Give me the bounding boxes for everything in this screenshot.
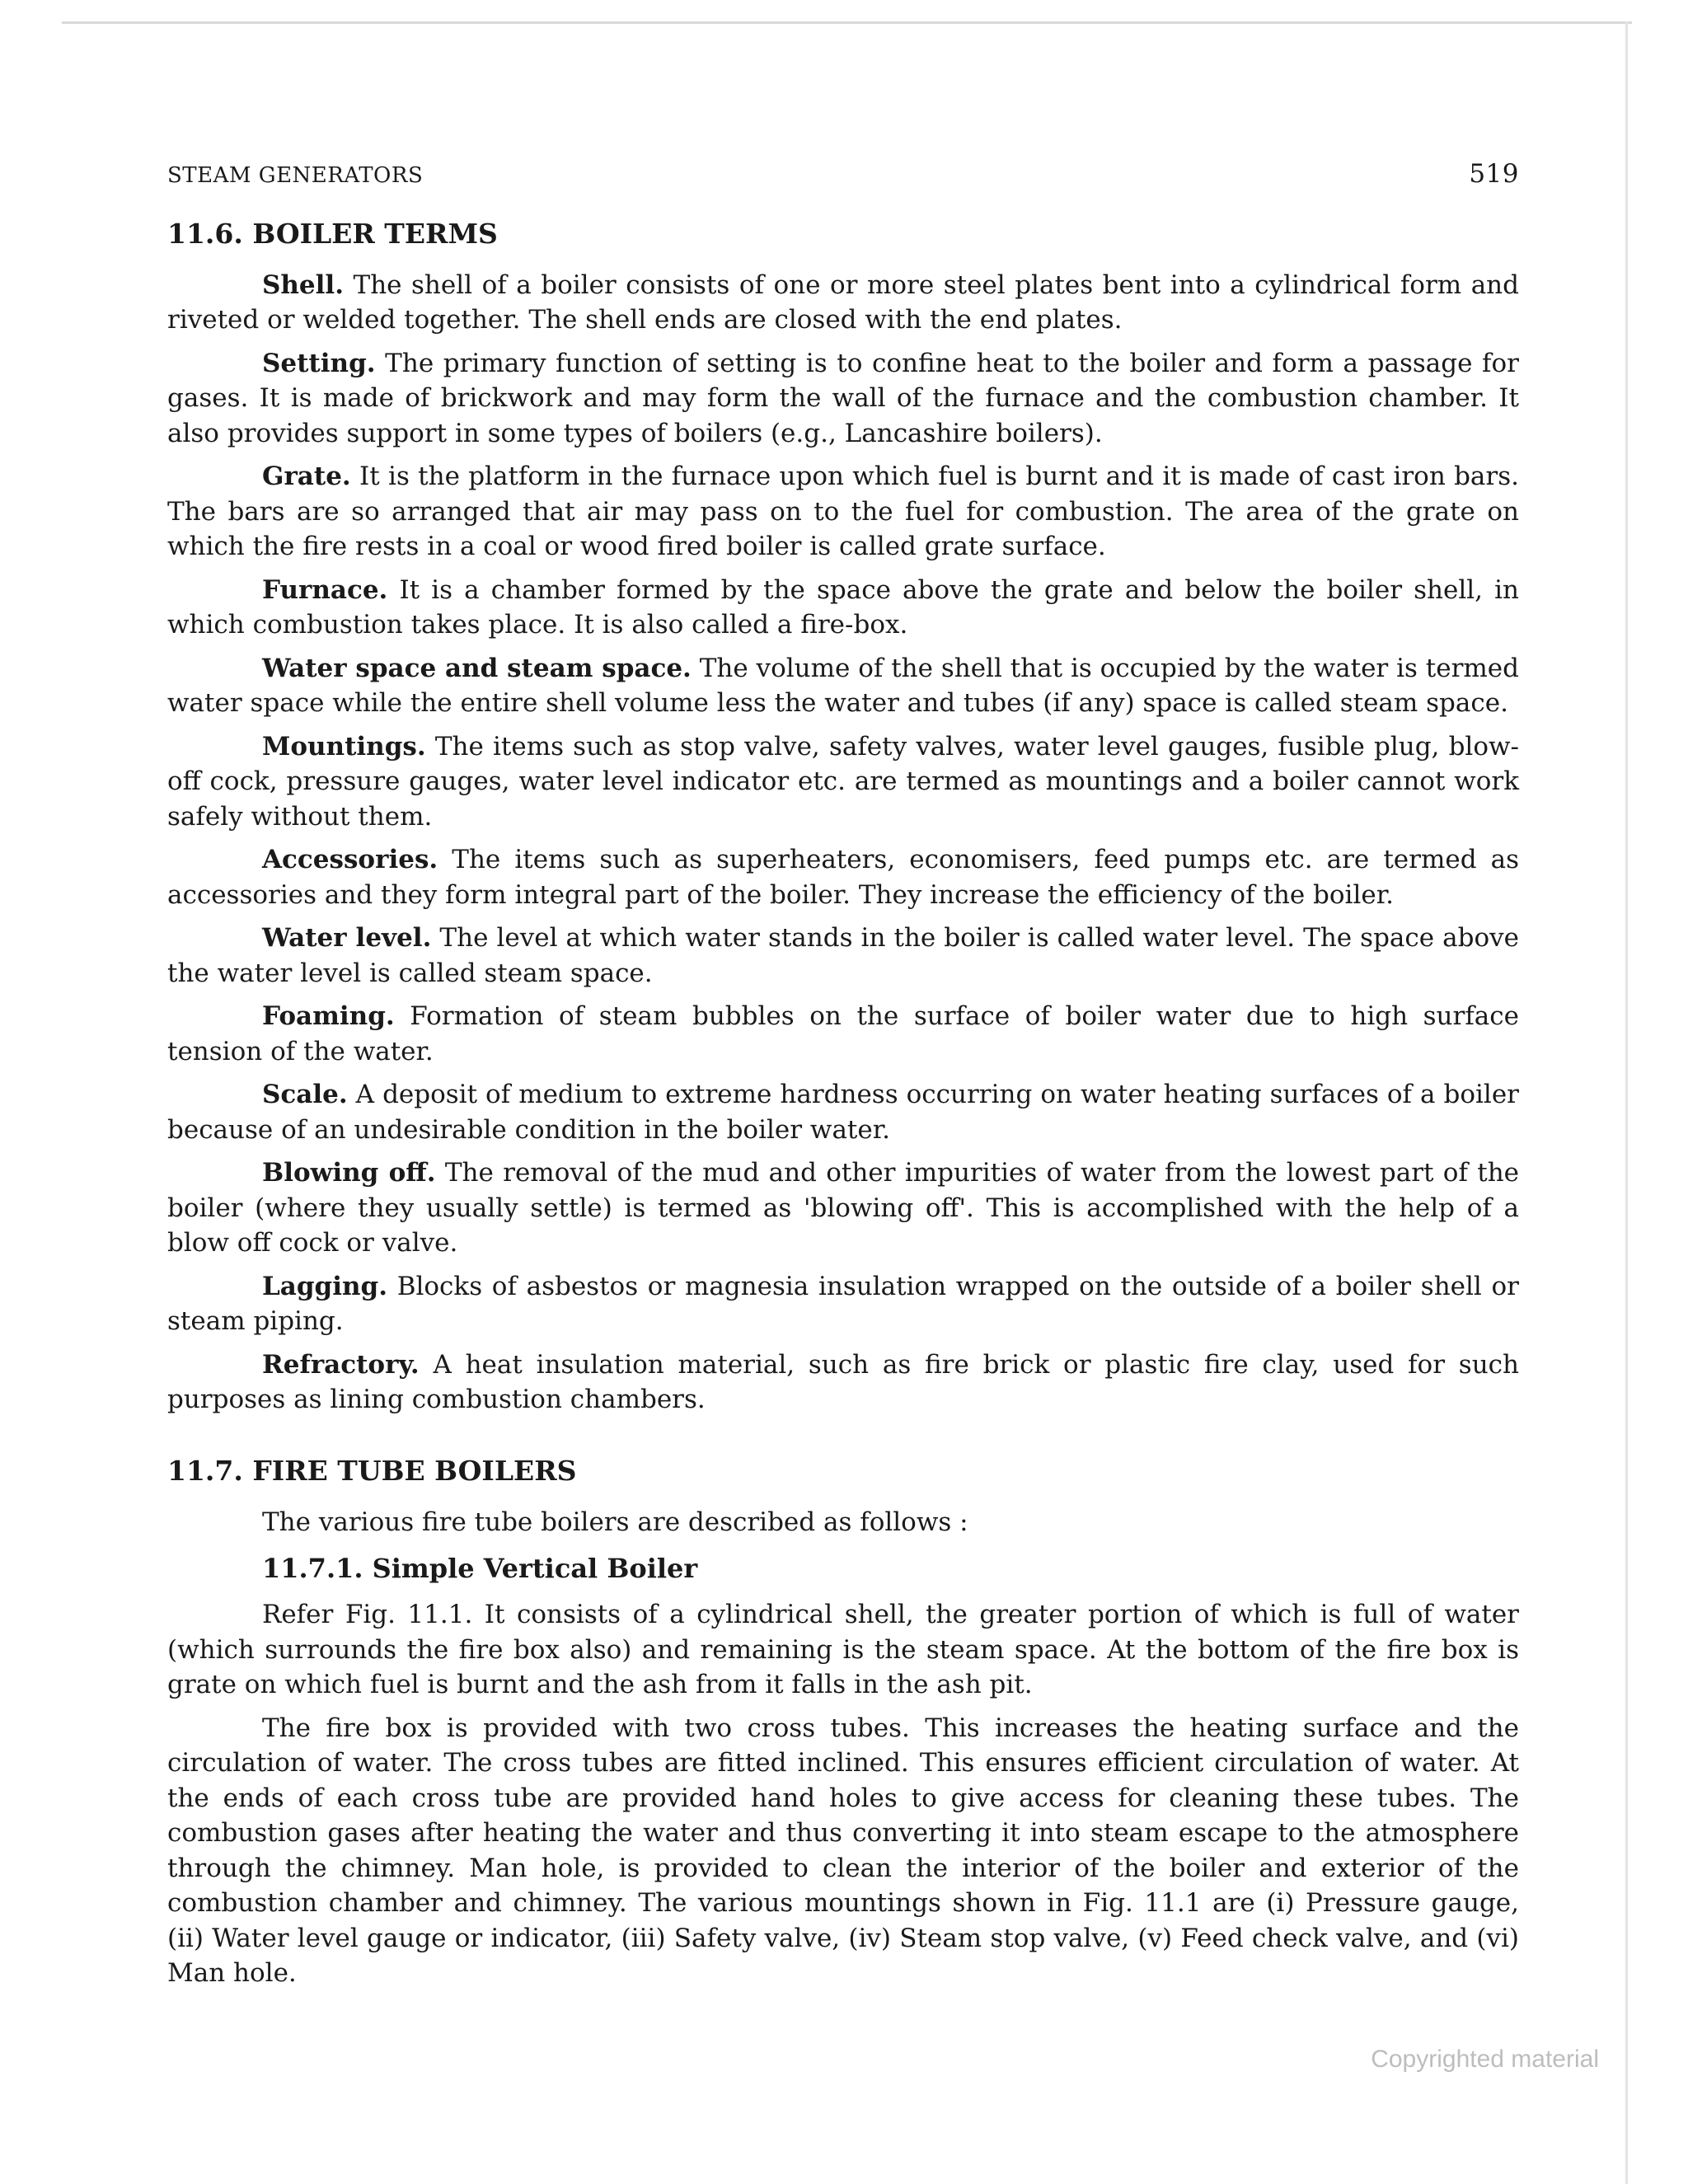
term-paragraph [167,268,1519,338]
body-paragraph: Refer Fig. 11.1. It consists of a cylindrical shell, the greater portion of which is full of water (which surrounds the fire box also) and remaining is the steam space. At the bottom of the fire box is grate on which fuel is burnt and the ash from it falls in the ash pit. [167,1600,1519,1699]
term-paragraph [167,346,1519,452]
term-definition: The level at which water stands in the boiler is called water level. The space above the water level is called steam space. [167,923,1520,988]
term-definition: The volume of the shell that is occupied by the water is termed water space while the entire shell volume less the water and tubes (if any) space is called steam space. [167,653,1519,718]
term-label: Foaming. [262,1001,395,1031]
term-label: Furnace. [262,574,388,605]
section-intro: The various fire tube boilers are described as follows : [262,1507,968,1537]
term-definition: Blocks of asbestos or magnesia insulation wrapped on the outside of a boiler shell or steam piping. [167,1271,1519,1336]
term-definition: Formation of steam bubbles on the surface of boiler water due to high surface tension of the water. [167,1001,1519,1066]
term-label: Blowing off. [262,1158,436,1188]
term-definition: A deposit of medium to extreme hardness occurring on water heating surfaces of a boiler because of an undesirable condition in the boiler water. [167,1080,1519,1145]
term-label: Mountings. [262,731,426,762]
term-definition: The primary function of setting is to confine heat to the boiler and form a passage for gases. It is made of brickwork and may form the wall of the furnace and the combustion chamber. It also provides support in some types of boilers (e.g., Lancashire boilers). [167,348,1520,448]
copyright-watermark: Copyrighted material [1371,2046,1599,2073]
term-paragraph [167,651,1519,721]
term-paragraph [167,1077,1519,1147]
term-label: Accessories. [262,845,438,874]
term-paragraph [167,573,1519,643]
section-spacer [167,1426,1519,1454]
term-label: Water space and steam space. [262,653,692,683]
term-label: Scale. [262,1080,348,1109]
running-title: STEAM GENERATORS [167,163,424,188]
term-paragraph [167,729,1519,835]
term-definition: The items such as stop valve, safety valves, water level gauges, fusible plug, blow-off cock, pressure gauges, water level indicator etc. are termed as mountings and a boiler cannot work safely without them. [167,731,1519,832]
term-definition: It is the platform in the furnace upon which fuel is burnt and it is made of cast iron bars. The bars are so arranged that air may pass on to the fuel for combustion. The area of the grate on which the fire rests in a coal or wood fired boiler is called grate surface. [167,462,1519,561]
term-label: Shell. [262,269,344,300]
term-label: Refractory. [262,1349,420,1380]
page-top-border [62,21,1632,24]
term-paragraph [167,999,1519,1069]
term-paragraph [167,921,1519,991]
section-heading-fire-tube-boilers: 11.7. FIRE TUBE BOILERS [167,1454,577,1487]
term-label: Lagging. [262,1271,388,1301]
term-definition: The items such as superheaters, economisers, feed pumps etc. are termed as accessories and they form integral part of the boiler. They increase the efficiency of the boiler. [167,845,1520,910]
term-label: Setting. [262,348,376,378]
running-header [167,157,1519,194]
term-paragraph [167,1155,1519,1261]
term-paragraph [167,459,1519,565]
term-paragraph [167,1347,1519,1418]
section-heading-boiler-terms: 11.6. BOILER TERMS [167,217,498,250]
term-label: Grate. [262,462,351,491]
term-label: Water level. [262,923,432,953]
term-paragraph [167,842,1519,912]
term-paragraph [167,1269,1519,1339]
document-page [167,157,1519,1999]
term-definition: The removal of the mud and other impurities of water from the lowest part of the boiler (where they usually settle) is termed as 'blowing off'. This is accomplished with the help of a blow off cock or valve. [167,1158,1520,1258]
term-definition: A heat insulation material, such as fire brick or plastic fire clay, used for such purposes as lining combustion chambers. [167,1349,1519,1414]
boiler-terms-list [167,268,1519,1418]
page-right-border [1625,21,1628,2184]
term-definition: The shell of a boiler consists of one or more steel plates bent into a cylindrical form and riveted or welded together. The shell ends are closed with the end plates. [167,269,1519,335]
body-paragraph: The fire box is provided with two cross tubes. This increases the heating surface and the circulation of water. The cross tubes are fitted inclined. This ensures efficient circulation of water. At the ends of each cross tube are provided hand holes to give access for cleaning these tubes. The combustion gases after heating the water and thus converting it into steam escape to the atmosphere through the chimney. Man hole, is provided to clean the interior of the boiler and exterior of the combustion chamber and chimney. The various mountings shown in Fig. 11.1 are (i) Pressure gauge, (ii) Water level gauge or indicator, (iii) Safety valve, (iv) Steam stop valve, (v) Feed check valve, and (vi) Man hole. [167,1713,1519,1988]
subsection-heading-simple-vertical-boiler: 11.7.1. Simple Vertical Boiler [262,1553,698,1584]
term-definition: It is a chamber formed by the space above the grate and below the boiler shell, in which combustion takes place. It is also called a fire-box. [167,574,1519,640]
page-number: 519 [1469,159,1519,189]
